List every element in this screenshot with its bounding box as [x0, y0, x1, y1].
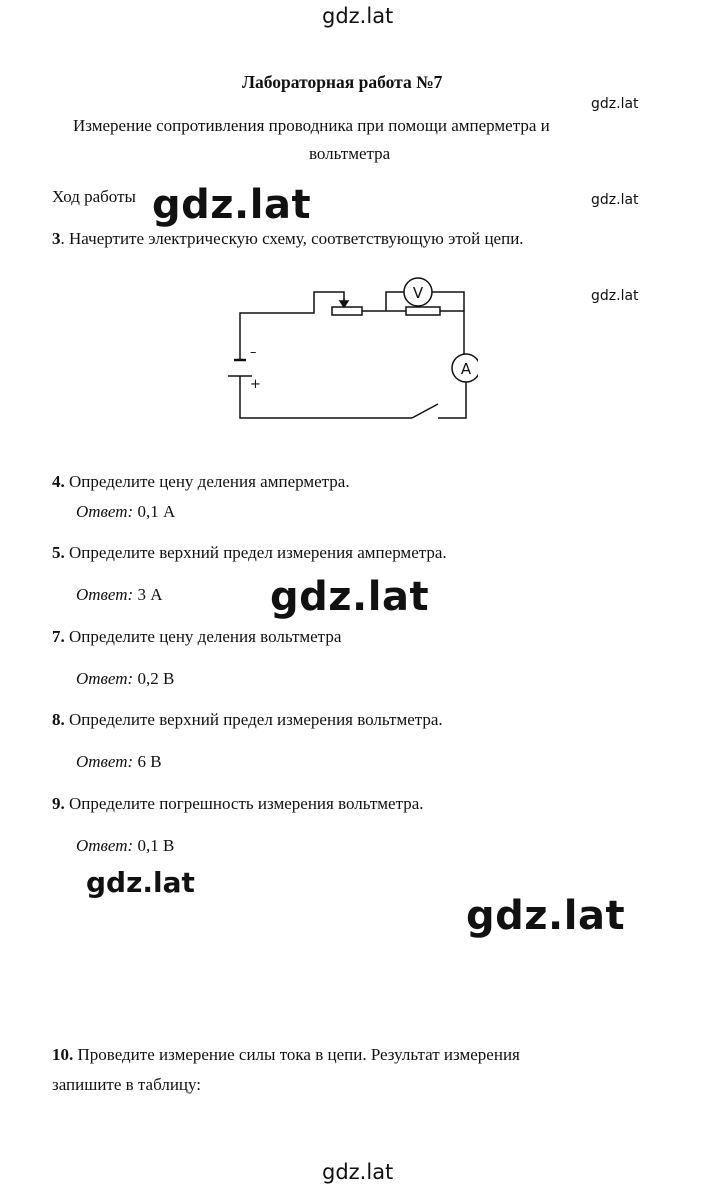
answer-4 [76, 502, 175, 522]
battery-plus-sign: + [250, 377, 261, 392]
watermark-big-1: gdz.lat [152, 182, 312, 228]
task-10-line2: запишите в таблицу: [52, 1075, 202, 1094]
watermark-right-1: gdz.lat [591, 96, 639, 112]
wire-right-bottom [438, 382, 466, 418]
rheostat-arrow-icon [340, 301, 348, 307]
task-3 [52, 229, 524, 249]
watermark-right-2: gdz.lat [591, 192, 639, 208]
task-4 [52, 472, 350, 492]
answer-label: Ответ: [76, 669, 134, 688]
answer-7 [76, 669, 174, 689]
watermark-big-2: gdz.lat [270, 574, 430, 620]
answer-value: 3 А [133, 585, 163, 604]
rheostat [332, 307, 362, 315]
page-title: Лабораторная работа №7 [242, 72, 443, 92]
voltmeter-symbol: V [412, 284, 424, 302]
wire-voltmeter-left [386, 292, 404, 311]
answer-value: 0,1 В [133, 836, 175, 855]
watermark-mid-left: gdz.lat [86, 866, 195, 899]
wire-bottom [240, 378, 412, 418]
answer-label: Ответ: [76, 836, 134, 855]
wire-top-left [240, 292, 344, 342]
task-text: Определите погрешность измерения вольтметра. [64, 794, 424, 813]
answer-value: 0,1 А [133, 502, 176, 521]
task-number: 8. [52, 710, 65, 729]
task-text: Проведите измерение силы тока в цепи. Результат измерения [73, 1045, 520, 1064]
answer-label: Ответ: [76, 752, 134, 771]
answer-8 [76, 752, 162, 772]
answer-9 [76, 836, 174, 856]
task-9 [52, 794, 424, 814]
circuit-diagram [228, 276, 478, 426]
page-subtitle-line1: Измерение сопротивления проводника при помощи амперметра и [73, 116, 550, 135]
switch [412, 404, 438, 418]
task-7 [52, 627, 341, 647]
task-text: Определите цену деления вольтметра [64, 627, 342, 646]
task-number: 10. [52, 1045, 74, 1064]
page-subtitle-line2: вольтметра [309, 144, 391, 163]
answer-value: 0,2 В [133, 669, 175, 688]
progress-label: Ход работы [52, 187, 136, 206]
task-text: Определите цену деления амперметра. [64, 472, 350, 491]
resistor [406, 307, 440, 315]
task-8 [52, 710, 443, 730]
answer-label: Ответ: [76, 502, 134, 521]
wire-right-top [440, 311, 464, 354]
task-text: . Начертите электрическую схему, соответствующую этой цепи. [60, 229, 524, 248]
answer-label: Ответ: [76, 585, 134, 604]
task-number: 4. [52, 472, 65, 491]
task-number: 9. [52, 794, 65, 813]
watermark-top: gdz.lat [322, 4, 394, 28]
task-number: 3 [52, 229, 61, 248]
answer-5 [76, 585, 162, 605]
ammeter-symbol: A [460, 360, 472, 378]
task-number: 7. [52, 627, 65, 646]
task-number: 5. [52, 543, 65, 562]
watermark-big-right: gdz.lat [466, 893, 626, 939]
task-10 [52, 1045, 520, 1065]
watermark-bottom: gdz.lat [322, 1160, 394, 1184]
task-5 [52, 543, 447, 563]
task-text: Определите верхний предел измерения вольтметра. [64, 710, 443, 729]
battery-minus-sign: – [250, 345, 257, 360]
watermark-right-3: gdz.lat [591, 288, 639, 304]
answer-value: 6 В [133, 752, 162, 771]
task-text: Определите верхний предел измерения амперметра. [64, 543, 447, 562]
